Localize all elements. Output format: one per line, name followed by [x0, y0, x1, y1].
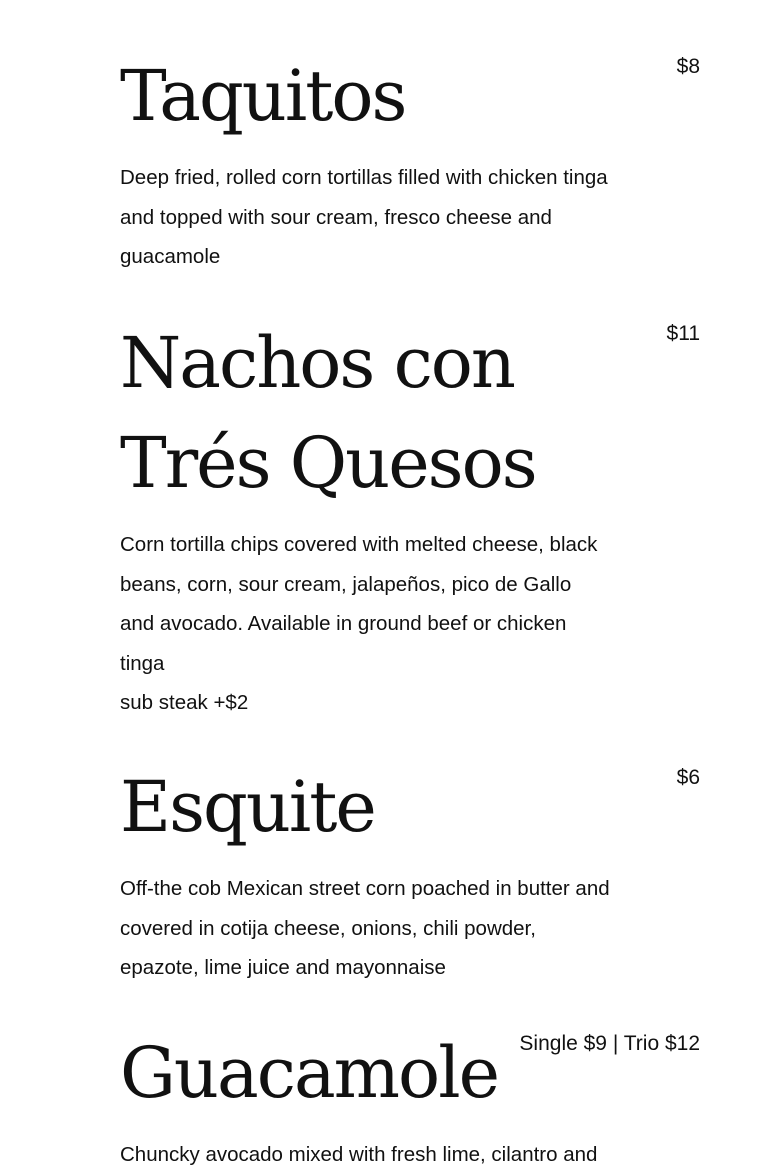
item-price: $11 [666, 322, 700, 345]
menu-item-esquite [120, 757, 700, 988]
item-title: Taquitos [120, 55, 406, 137]
item-price: $6 [676, 766, 700, 789]
menu-item-guacamole [120, 1023, 700, 1175]
item-price: Single $9 | Trio $12 [519, 1032, 700, 1055]
item-title: Guacamole [120, 1032, 499, 1114]
menu-item-taquitos [120, 46, 700, 277]
item-description-text: Corn tortilla chips covered with melted cheese, black beans, corn, sour cream, jalapeños, pico de Gallo and avocado. Available in ground beef or chicken tinga [120, 533, 598, 675]
item-title: Nachos con Trés Quesos [120, 322, 536, 504]
item-description: Chuncky avocado mixed with fresh lime, cilantro and [120, 1143, 598, 1166]
item-title: Esquite [120, 766, 375, 848]
menu-item-nachos [120, 313, 700, 723]
item-description: Off-the cob Mexican street corn poached in butter and covered in cotija cheese, onions, chili powder, epazote, lime juice and mayonnaise [120, 877, 610, 979]
item-price: $8 [676, 55, 700, 78]
item-description: Deep fried, rolled corn tortillas filled with chicken tinga and topped with sour cream, fresco cheese and guacamole [120, 166, 608, 268]
item-description [120, 525, 610, 723]
item-note: sub steak +$2 [120, 691, 249, 714]
